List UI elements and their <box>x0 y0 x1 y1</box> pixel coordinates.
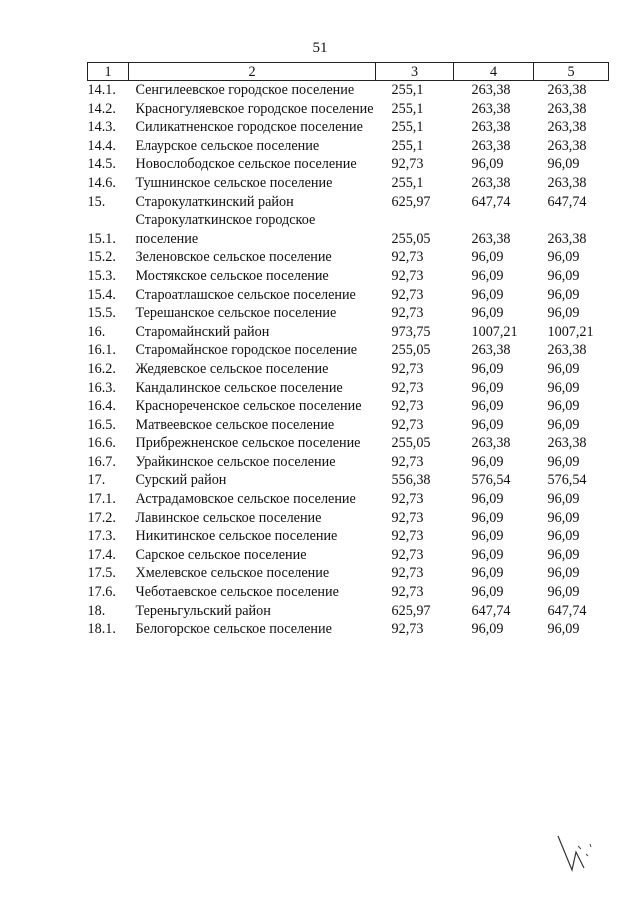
row-value-col4: 96,09 <box>471 546 504 563</box>
row-number: 18.1. <box>87 621 116 638</box>
row-number: 15.5. <box>87 305 116 322</box>
row-number: 14.4. <box>87 137 116 154</box>
row-value-col4: 96,09 <box>471 509 504 526</box>
row-number: 18. <box>87 602 106 619</box>
row-number: 17.3. <box>87 528 116 545</box>
row-name: Старомайнское городское поселение <box>135 342 358 359</box>
table-row <box>88 137 609 156</box>
row-value-col4: 96,09 <box>471 398 504 415</box>
row-number: 14.2. <box>87 100 116 117</box>
row-name: Лавинское сельское поселение <box>135 509 322 526</box>
row-value-col5: 96,09 <box>547 621 580 638</box>
row-value-col4: 96,09 <box>471 156 504 173</box>
header-cell-1: 1 <box>88 63 129 81</box>
row-value-col5: 263,38 <box>547 100 587 117</box>
table-row <box>88 434 609 453</box>
row-name: Хмелевское сельское поселение <box>135 565 330 582</box>
row-number: 15. <box>87 193 106 210</box>
row-value-col4: 96,09 <box>471 528 504 545</box>
row-name: Зеленовское сельское поселение <box>135 249 332 266</box>
row-number: 16.7. <box>87 453 116 470</box>
row-value-col5: 96,09 <box>547 584 580 601</box>
row-name: Тереньгульский район <box>135 602 271 619</box>
row-value-col5: 647,74 <box>547 602 587 619</box>
row-value-col4: 263,38 <box>471 82 511 98</box>
row-value-col4: 263,38 <box>471 435 511 452</box>
row-name: Старокулаткинский район <box>135 193 294 210</box>
table-row <box>88 248 609 267</box>
row-name: Красногуляевское городское поселение <box>135 100 374 117</box>
row-value-col3: 255,1 <box>391 174 424 191</box>
row-value-col4: 263,38 <box>471 100 511 117</box>
row-value-col3: 92,73 <box>391 360 424 377</box>
data-table <box>87 62 609 639</box>
row-value-col5: 96,09 <box>547 528 580 545</box>
row-value-col4: 647,74 <box>471 602 511 619</box>
row-value-col3: 92,73 <box>391 379 424 396</box>
row-number: 17.6. <box>87 584 116 601</box>
table-row <box>88 620 609 639</box>
row-value-col5: 96,09 <box>547 509 580 526</box>
row-value-col4: 1007,21 <box>471 323 518 340</box>
page-number: 51 <box>312 40 328 56</box>
row-value-col3: 92,73 <box>391 249 424 266</box>
table-row <box>88 155 609 174</box>
row-name: Чеботаевское сельское поселение <box>135 584 339 601</box>
row-value-col4: 647,74 <box>471 193 511 210</box>
row-value-col3: 92,73 <box>391 528 424 545</box>
row-value-col5: 96,09 <box>547 286 580 303</box>
row-number: 17.4. <box>87 546 116 563</box>
row-number: 14.3. <box>87 119 116 136</box>
row-name: Астрадамовское сельское поселение <box>135 491 356 508</box>
row-value-col5: 1007,21 <box>547 323 594 340</box>
table-row <box>88 118 609 137</box>
row-value-col3: 255,1 <box>391 119 424 136</box>
row-number: 14.5. <box>87 156 116 173</box>
header-cell-4: 4 <box>454 63 534 81</box>
table-row <box>88 546 609 565</box>
row-number: 17. <box>87 472 106 489</box>
row-value-col4: 96,09 <box>471 416 504 433</box>
table-row <box>88 360 609 379</box>
row-name: Новослободское сельское поселение <box>135 156 357 173</box>
row-name: Старомайнский район <box>135 323 270 340</box>
row-name: Елаурское сельское поселение <box>135 137 320 154</box>
row-value-col5: 263,38 <box>547 230 587 247</box>
row-value-col4: 96,09 <box>471 379 504 396</box>
table-row <box>88 286 609 305</box>
table-row <box>88 341 609 360</box>
row-value-col5: 96,09 <box>547 416 580 433</box>
row-value-col5: 96,09 <box>547 360 580 377</box>
row-value-col3: 255,1 <box>391 137 424 154</box>
row-value-col3: 255,05 <box>391 435 431 452</box>
row-value-col5: 96,09 <box>547 249 580 266</box>
row-number: 15.4. <box>87 286 116 303</box>
row-value-col3: 92,73 <box>391 565 424 582</box>
header-cell-5: 5 <box>534 63 609 81</box>
row-value-col3: 255,05 <box>391 230 431 247</box>
row-value-col5: 96,09 <box>547 156 580 173</box>
row-number: 16.2. <box>87 360 116 377</box>
table-row <box>88 81 609 100</box>
table-row <box>88 211 609 248</box>
row-value-col5: 263,38 <box>547 342 587 359</box>
row-value-col5: 263,38 <box>547 435 587 452</box>
row-value-col5: 96,09 <box>547 379 580 396</box>
row-value-col4: 96,09 <box>471 249 504 266</box>
row-name: Старокулаткинское городское поселение <box>135 212 316 247</box>
row-name: Мостякское сельское поселение <box>135 267 329 284</box>
table-row <box>88 509 609 528</box>
table-row <box>88 490 609 509</box>
table-row <box>88 100 609 119</box>
row-value-col3: 625,97 <box>391 602 431 619</box>
row-name: Силикатненское городское поселение <box>135 119 363 136</box>
table-body <box>88 81 609 639</box>
row-name: Прибрежненское сельское поселение <box>135 435 361 452</box>
row-value-col4: 96,09 <box>471 286 504 303</box>
row-value-col3: 92,73 <box>391 305 424 322</box>
header-cell-3: 3 <box>376 63 454 81</box>
row-value-col5: 263,38 <box>547 137 587 154</box>
row-value-col4: 96,09 <box>471 305 504 322</box>
row-value-col3: 92,73 <box>391 398 424 415</box>
row-value-col4: 96,09 <box>471 491 504 508</box>
row-value-col4: 96,09 <box>471 360 504 377</box>
row-value-col5: 96,09 <box>547 267 580 284</box>
row-name: Белогорское сельское поселение <box>135 621 332 638</box>
row-number: 15.1. <box>87 230 116 247</box>
row-value-col4: 96,09 <box>471 621 504 638</box>
table-row <box>88 471 609 490</box>
row-value-col5: 96,09 <box>547 453 580 470</box>
row-value-col3: 92,73 <box>391 453 424 470</box>
row-number: 17.5. <box>87 565 116 582</box>
row-value-col5: 263,38 <box>547 119 587 136</box>
row-number: 16.6. <box>87 435 116 452</box>
table-row <box>88 379 609 398</box>
row-number: 16. <box>87 323 106 340</box>
table-row <box>88 397 609 416</box>
table-row <box>88 267 609 286</box>
row-number: 15.3. <box>87 267 116 284</box>
row-value-col4: 96,09 <box>471 584 504 601</box>
row-number: 16.5. <box>87 416 116 433</box>
header-cell-2: 2 <box>129 63 376 81</box>
row-value-col3: 556,38 <box>391 472 431 489</box>
table-header <box>88 63 609 81</box>
row-value-col3: 92,73 <box>391 286 424 303</box>
row-number: 17.1. <box>87 491 116 508</box>
table-row <box>88 416 609 435</box>
row-name: Терешанское сельское поселение <box>135 305 337 322</box>
row-value-col3: 92,73 <box>391 156 424 173</box>
row-value-col4: 263,38 <box>471 230 511 247</box>
signature-mark <box>550 832 600 877</box>
row-value-col5: 96,09 <box>547 546 580 563</box>
row-number: 14.6. <box>87 174 116 191</box>
table-row <box>88 174 609 193</box>
table-row <box>88 602 609 621</box>
row-value-col5: 263,38 <box>547 174 587 191</box>
row-name: Урайкинское сельское поселение <box>135 453 336 470</box>
table-row <box>88 564 609 583</box>
row-value-col4: 96,09 <box>471 267 504 284</box>
row-value-col5: 96,09 <box>547 305 580 322</box>
row-value-col3: 92,73 <box>391 509 424 526</box>
row-number: 15.2. <box>87 249 116 266</box>
row-name: Сурский район <box>135 472 227 489</box>
row-value-col3: 255,1 <box>391 82 424 98</box>
row-value-col3: 92,73 <box>391 267 424 284</box>
row-value-col4: 96,09 <box>471 565 504 582</box>
row-name: Никитинское сельское поселение <box>135 528 338 545</box>
row-value-col4: 263,38 <box>471 342 511 359</box>
row-name: Краснореченское сельское поселение <box>135 398 362 415</box>
row-name: Тушнинское сельское поселение <box>135 174 333 191</box>
table-row <box>88 304 609 323</box>
table-row <box>88 193 609 212</box>
row-value-col4: 263,38 <box>471 174 511 191</box>
row-value-col3: 92,73 <box>391 621 424 638</box>
row-value-col3: 92,73 <box>391 491 424 508</box>
table-row <box>88 323 609 342</box>
row-value-col5: 96,09 <box>547 398 580 415</box>
row-value-col5: 576,54 <box>547 472 587 489</box>
row-value-col5: 96,09 <box>547 491 580 508</box>
row-name: Сенгилеевское городское поселение <box>135 82 355 98</box>
row-value-col3: 973,75 <box>391 323 431 340</box>
row-value-col4: 96,09 <box>471 453 504 470</box>
row-name: Матвеевское сельское поселение <box>135 416 335 433</box>
row-value-col3: 625,97 <box>391 193 431 210</box>
row-number: 16.3. <box>87 379 116 396</box>
row-value-col4: 263,38 <box>471 137 511 154</box>
row-value-col3: 92,73 <box>391 416 424 433</box>
row-name: Староатлашское сельское поселение <box>135 286 356 303</box>
table-row <box>88 527 609 546</box>
row-value-col5: 647,74 <box>547 193 587 210</box>
row-number: 17.2. <box>87 509 116 526</box>
table-row <box>88 453 609 472</box>
row-value-col5: 263,38 <box>547 82 587 98</box>
row-number: 16.4. <box>87 398 116 415</box>
row-value-col4: 576,54 <box>471 472 511 489</box>
row-value-col4: 263,38 <box>471 119 511 136</box>
row-number: 14.1. <box>87 82 116 98</box>
row-value-col3: 92,73 <box>391 584 424 601</box>
row-value-col3: 255,1 <box>391 100 424 117</box>
row-value-col5: 96,09 <box>547 565 580 582</box>
row-value-col3: 92,73 <box>391 546 424 563</box>
row-name: Кандалинское сельское поселение <box>135 379 343 396</box>
row-name: Жедяевское сельское поселение <box>135 360 329 377</box>
row-value-col3: 255,05 <box>391 342 431 359</box>
row-number: 16.1. <box>87 342 116 359</box>
row-name: Сарское сельское поселение <box>135 546 307 563</box>
table-row <box>88 583 609 602</box>
